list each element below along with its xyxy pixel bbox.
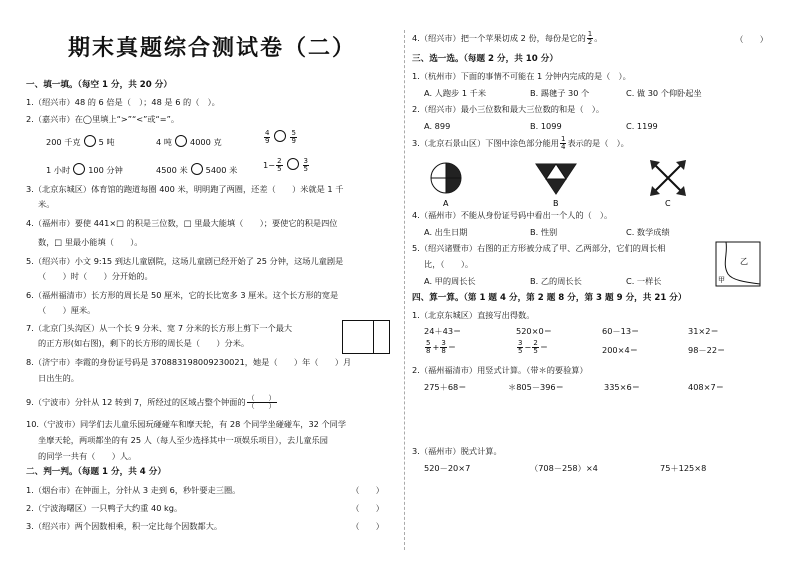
compare-circle[interactable] bbox=[175, 135, 187, 147]
option-c[interactable]: C. 数学成绩 bbox=[626, 227, 670, 237]
s1-question-4-cont: 数，□ 里最小能填（ ）。 bbox=[38, 237, 143, 247]
section-2-heading: 二、判一判。（每题 1 分，共 4 分） bbox=[26, 467, 166, 477]
step-calc-item: 520－20×7 bbox=[424, 463, 471, 473]
s1-question-3: 3.（北京东城区）体育馆的跑道每圈 400 米，明明跑了两圈，还差（ ）米就是 1 千 bbox=[26, 184, 344, 194]
compare-right: 100 分钟 bbox=[88, 165, 123, 175]
option-c[interactable]: C. 1199 bbox=[626, 121, 658, 131]
s2-question-2: 2.（宁波海曙区）一只鸭子大约重 40 kg。 bbox=[26, 503, 183, 513]
region-jia-label: 甲 bbox=[718, 276, 725, 284]
calc-item-frac: $\frac{3}{5}$ − $\frac{2}{5}$ ＝ bbox=[518, 339, 549, 355]
s1-question-10-cont: 坐摩天轮，两项都坐的有 25 人（每人至少选择其中一项娱乐项目），去儿童乐园 bbox=[38, 435, 328, 445]
option-a[interactable]: A. 人跑步 1 千米 bbox=[424, 88, 487, 98]
s2-question-3: 3.（绍兴市）两个因数相乘，积一定比每个因数都大。 bbox=[26, 521, 223, 531]
fraction: $\frac{1}{4}$ bbox=[561, 135, 566, 151]
calc-item: 60－13＝ bbox=[602, 326, 640, 336]
calc-item: 24＋43＝ bbox=[424, 326, 462, 336]
answer-paren[interactable]: （ ） bbox=[351, 485, 384, 495]
section-3-heading: 三、选一选。（每题 2 分，共 10 分） bbox=[412, 54, 558, 64]
s1-question-5-cont: （ ）时（ ）分开始的。 bbox=[38, 271, 153, 281]
compare-left: 4500 米 bbox=[156, 165, 188, 175]
option-c[interactable]: C. 一样长 bbox=[626, 276, 662, 286]
left-column bbox=[26, 0, 398, 561]
compare-right: 4000 克 bbox=[190, 137, 222, 147]
answer-paren[interactable]: （ ） bbox=[351, 521, 384, 531]
calc-item: 200×4＝ bbox=[602, 345, 638, 355]
compare-circle[interactable] bbox=[287, 158, 299, 170]
step-calc-item: 75＋125×8 bbox=[660, 463, 707, 473]
s4-question-1: 1.（北京东城区）直接写出得数。 bbox=[412, 310, 535, 320]
column-divider bbox=[404, 30, 405, 550]
fraction: $\frac{1}{2}$ bbox=[587, 30, 593, 46]
s2-question-1: 1.（烟台市）在钟面上，分针从 3 走到 6，秒针要走三圈。 bbox=[26, 485, 241, 495]
option-a[interactable]: A. 899 bbox=[424, 121, 451, 131]
figure-a-circle[interactable] bbox=[431, 163, 461, 193]
vertical-calc-item: 275＋68＝ bbox=[424, 382, 467, 392]
right-column bbox=[412, 0, 782, 561]
calc-item: 98－22＝ bbox=[688, 345, 726, 355]
vertical-calc-item: 408×7＝ bbox=[688, 382, 724, 392]
figure-c-arrows[interactable] bbox=[650, 160, 686, 196]
figure-b-triangle[interactable] bbox=[536, 164, 576, 194]
s3-question-5: 5.（绍兴诸暨市）右图的正方形被分成了甲、乙两部分，它们的周长相 bbox=[412, 243, 666, 253]
s1-question-10-cont2: 的同学一共有（ ）人。 bbox=[38, 451, 137, 461]
figure-label-a: A bbox=[443, 199, 449, 208]
answer-paren[interactable]: （ ） bbox=[351, 503, 384, 513]
fraction: $\frac{2}{5}$ bbox=[277, 157, 282, 173]
vertical-calc-item: 335×6＝ bbox=[604, 382, 640, 392]
compare-left: 200 千克 bbox=[46, 137, 81, 147]
s1-question-1: 1.（绍兴市）48 的 6 倍是（ ）；48 是 6 的（ ）。 bbox=[26, 97, 220, 107]
fraction-blank[interactable]: $\frac{( )}{( )}$ bbox=[247, 394, 276, 410]
calc-item-frac: $\frac{5}{8}$ + $\frac{3}{8}$ ＝ bbox=[426, 339, 457, 355]
section-4-heading: 四、算一算。（第 1 题 4 分，第 2 题 8 分，第 3 题 9 分，共 21 分） bbox=[412, 293, 687, 303]
s4-question-2: 2.（福州福清市）用竖式计算。（带＊的要验算） bbox=[412, 365, 588, 375]
figure-label-c: C bbox=[665, 199, 671, 208]
compare-circle[interactable] bbox=[191, 163, 203, 175]
s3-question-1: 1.（杭州市）下面的事情不可能在 1 分钟内完成的是（ ）。 bbox=[412, 71, 631, 81]
page-title: 期末真题综合测试卷（二） bbox=[67, 35, 356, 61]
compare-circle[interactable] bbox=[73, 163, 85, 175]
step-calc-item: （708－258）×4 bbox=[530, 463, 598, 473]
s4-question-3: 3.（福州市）脱式计算。 bbox=[412, 446, 502, 456]
s1-question-10: 10.（宁波市）同学们去儿童乐园玩碰碰车和摩天轮，有 28 个同学坐碰碰车，32 个同学 bbox=[26, 419, 347, 429]
compare-right: 5 吨 bbox=[98, 137, 115, 147]
compare-item-3 bbox=[46, 163, 123, 176]
s1-question-3-cont: 米。 bbox=[38, 199, 55, 209]
option-b[interactable]: B. 踢毽子 30 个 bbox=[530, 88, 590, 98]
option-c[interactable]: C. 做 30 个仰卧起坐 bbox=[626, 88, 702, 98]
s1-question-6-cont: （ ）厘米。 bbox=[38, 305, 96, 315]
answer-paren[interactable]: （ ） bbox=[735, 34, 768, 44]
s1-question-2: 2.（嘉兴市）在◯里填上“>”“<”或“=”。 bbox=[26, 114, 180, 124]
option-a[interactable]: A. 甲的周长长 bbox=[424, 276, 476, 286]
fraction: $\frac{3}{5}$ bbox=[303, 157, 309, 173]
calc-item: 31×2＝ bbox=[688, 326, 719, 336]
compare-item-4 bbox=[156, 163, 237, 176]
option-b[interactable]: B. 性别 bbox=[530, 227, 558, 237]
s3-question-2: 2.（绍兴市）最小三位数和最大三位数的和是（ ）。 bbox=[412, 104, 605, 114]
fraction: $\frac{4}{9}$ bbox=[265, 129, 270, 145]
compare-item-frac-2: 1− $\frac{2}{5}$ $\frac{3}{5}$ bbox=[263, 157, 309, 173]
rectangle-figure bbox=[342, 320, 390, 354]
s1-question-9: 9.（宁波市）分针从 12 转到 7，所经过的区域占整个钟面的 $\frac{( )}{( )}$ bbox=[26, 394, 276, 410]
s1-question-8-cont: 日出生的。 bbox=[38, 373, 79, 383]
square-cut-line bbox=[373, 321, 374, 353]
s3-question-5-cont: 比，（ ）。 bbox=[424, 259, 474, 269]
option-b[interactable]: B. 乙的周长长 bbox=[530, 276, 582, 286]
figure-label-b: B bbox=[553, 199, 559, 208]
s1-question-7-cont: 的正方形(如右图)，剩下的长方形的周长是（ ）分米。 bbox=[38, 338, 250, 348]
s1-question-5: 5.（绍兴市）小文 9:15 到达儿童剧院，这场儿童剧已经开始了 25 分钟，这场儿童剧是 bbox=[26, 256, 344, 266]
s1-question-6: 6.（福州福清市）长方形的周长是 50 厘米，它的长比宽多 3 厘米。这个长方形的宽是 bbox=[26, 290, 339, 300]
s2-question-4: 4.（绍兴市）把一个苹果切成 2 份，每份是它的 $\frac{1}{2}$ 。 bbox=[412, 30, 603, 46]
option-a[interactable]: A. 出生日期 bbox=[424, 227, 468, 237]
compare-item-frac-1 bbox=[263, 130, 298, 145]
vertical-calc-item: ＊805－396＝ bbox=[508, 382, 564, 392]
region-yi-label: 乙 bbox=[740, 257, 748, 266]
fraction-figures bbox=[426, 158, 726, 210]
compare-item-2 bbox=[156, 135, 222, 148]
calc-item: 520×0＝ bbox=[516, 326, 552, 336]
s1-question-8: 8.（济宁市）李霞的身份证号码是 370883198009230021，她是（ ）年（ ）月 bbox=[26, 357, 352, 367]
s3-question-4: 4.（福州市）不能从身份证号码中看出一个人的（ ）。 bbox=[412, 210, 613, 220]
compare-circle[interactable] bbox=[84, 135, 96, 147]
compare-left: 1 小时 bbox=[46, 165, 71, 175]
option-b[interactable]: B. 1099 bbox=[530, 121, 562, 131]
compare-item-1 bbox=[46, 135, 115, 148]
compare-right: 5400 米 bbox=[205, 165, 238, 175]
square-split-figure bbox=[714, 240, 764, 288]
s1-question-7: 7.（北京门头沟区）从一个长 9 分米、宽 7 分米的长方形上剪下一个最大 bbox=[26, 323, 293, 333]
s1-question-4: 4.（福州市）要使 441×□ 的积是三位数，□ 里最大能填（ ）；要使它的积是四位 bbox=[26, 218, 338, 228]
fraction: $\frac{5}{9}$ bbox=[291, 129, 296, 145]
s3-question-3: 3.（北京石景山区）下图中涂色部分能用 $\frac{1}{4}$ 表示的是（ ）。 bbox=[412, 135, 629, 151]
section-1-heading: 一、填一填。（每空 1 分，共 20 分） bbox=[26, 80, 172, 90]
compare-left: 4 吨 bbox=[156, 137, 172, 147]
compare-circle[interactable] bbox=[274, 130, 286, 142]
